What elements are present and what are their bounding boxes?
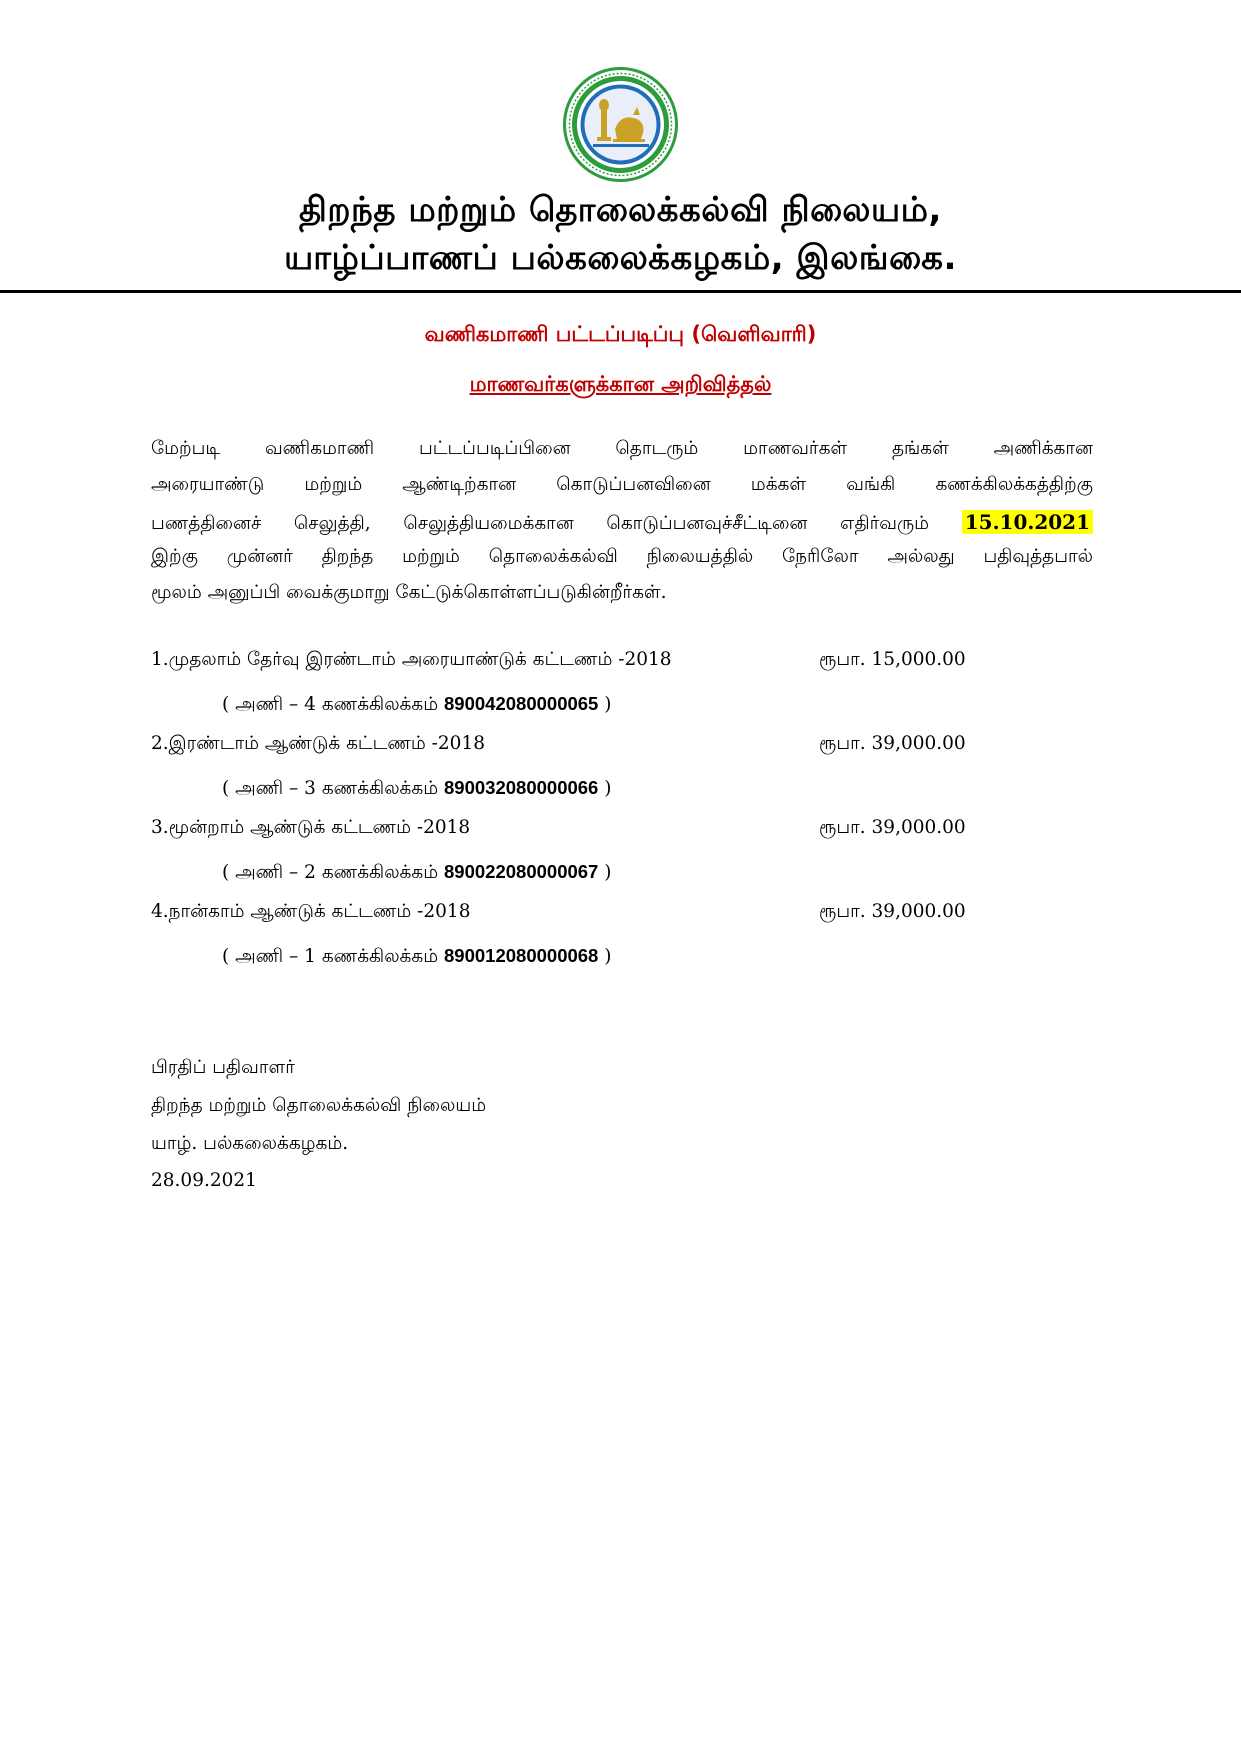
signatory-institution: திறந்த மற்றும் தொலைக்கல்வி நிலையம் xyxy=(151,1095,487,1116)
paragraph-line-text: பணத்தினைச் செலுத்தி, செலுத்தியமைக்கான கொடுப்பனவுச்சீட்டினை எதிர்வரும் xyxy=(151,513,930,534)
account-number: 890042080000065 xyxy=(444,693,599,714)
account-close: ) xyxy=(604,946,612,967)
fee-amount: ரூபா. 39,000.00 xyxy=(819,817,966,838)
university-seal-icon xyxy=(563,67,678,182)
notice-heading xyxy=(0,372,1241,399)
paragraph-line xyxy=(151,510,1093,540)
account-line xyxy=(222,945,611,975)
fee-item xyxy=(151,733,1051,763)
account-line xyxy=(222,693,611,723)
fee-item xyxy=(151,649,1051,679)
issue-date: 28.09.2021 xyxy=(151,1170,257,1191)
account-label: ( அணி – 2 கணக்கிலக்கம் xyxy=(222,862,439,883)
institution-title-line2: யாழ்ப்பாணப் பல்கலைக்கழகம், இலங்கை. xyxy=(284,238,957,278)
paragraph-line: அரையாண்டு மற்றும் ஆண்டிற்கான கொடுப்பனவினை மக்கள் வங்கி கணக்கிலக்கத்திற்கு xyxy=(151,474,1093,495)
account-close: ) xyxy=(604,694,612,715)
fee-amount: ரூபா. 39,000.00 xyxy=(819,733,966,754)
account-line xyxy=(222,861,611,891)
deadline-date: 15.10.2021 xyxy=(962,510,1093,534)
fee-item xyxy=(151,901,1051,931)
signatory-title: பிரதிப் பதிவாளர் xyxy=(151,1057,295,1078)
account-number: 890032080000066 xyxy=(444,777,599,798)
account-label: ( அணி – 3 கணக்கிலக்கம் xyxy=(222,778,439,799)
account-label: ( அணி – 1 கணக்கிலக்கம் xyxy=(222,946,439,967)
signatory-university: யாழ். பல்கலைக்கழகம். xyxy=(151,1133,349,1154)
paragraph-line: மூலம் அனுப்பி வைக்குமாறு கேட்டுக்கொள்ளப்படுகின்றீர்கள். xyxy=(151,582,667,603)
account-line xyxy=(222,777,611,807)
paragraph-line: மேற்படி வணிகமாணி பட்டப்படிப்பினை தொடரும் மாணவர்கள் தங்கள் அணிக்கான xyxy=(151,438,1093,459)
fee-description: 1.முதலாம் தேர்வு இரண்டாம் அரையாண்டுக் கட்டணம் -2018 xyxy=(151,649,672,670)
paragraph-line: இற்கு முன்னர் திறந்த மற்றும் தொலைக்கல்வி நிலையத்தில் நேரிலோ அல்லது பதிவுத்தபால் xyxy=(151,546,1093,567)
fee-amount: ரூபா. 39,000.00 xyxy=(819,901,966,922)
account-label: ( அணி – 4 கணக்கிலக்கம் xyxy=(222,694,439,715)
account-close: ) xyxy=(604,778,612,799)
account-number: 890022080000067 xyxy=(444,861,599,882)
institution-title-line1: திறந்த மற்றும் தொலைக்கல்வி நிலையம், xyxy=(299,190,942,230)
fee-description: 2.இரண்டாம் ஆண்டுக் கட்டணம் -2018 xyxy=(151,733,485,754)
account-number: 890012080000068 xyxy=(444,945,599,966)
notice-subtitle: வணிகமாணி பட்டப்படிப்பு (வெளிவாரி) xyxy=(424,322,817,346)
header-divider xyxy=(0,290,1241,293)
fee-description: 4.நான்காம் ஆண்டுக் கட்டணம் -2018 xyxy=(151,901,471,922)
notice-heading-text: மாணவர்களுக்கான அறிவித்தல் xyxy=(469,372,772,396)
fee-amount: ரூபா. 15,000.00 xyxy=(819,649,966,670)
fee-description: 3.மூன்றாம் ஆண்டுக் கட்டணம் -2018 xyxy=(151,817,471,838)
account-close: ) xyxy=(604,862,612,883)
fee-item xyxy=(151,817,1051,847)
